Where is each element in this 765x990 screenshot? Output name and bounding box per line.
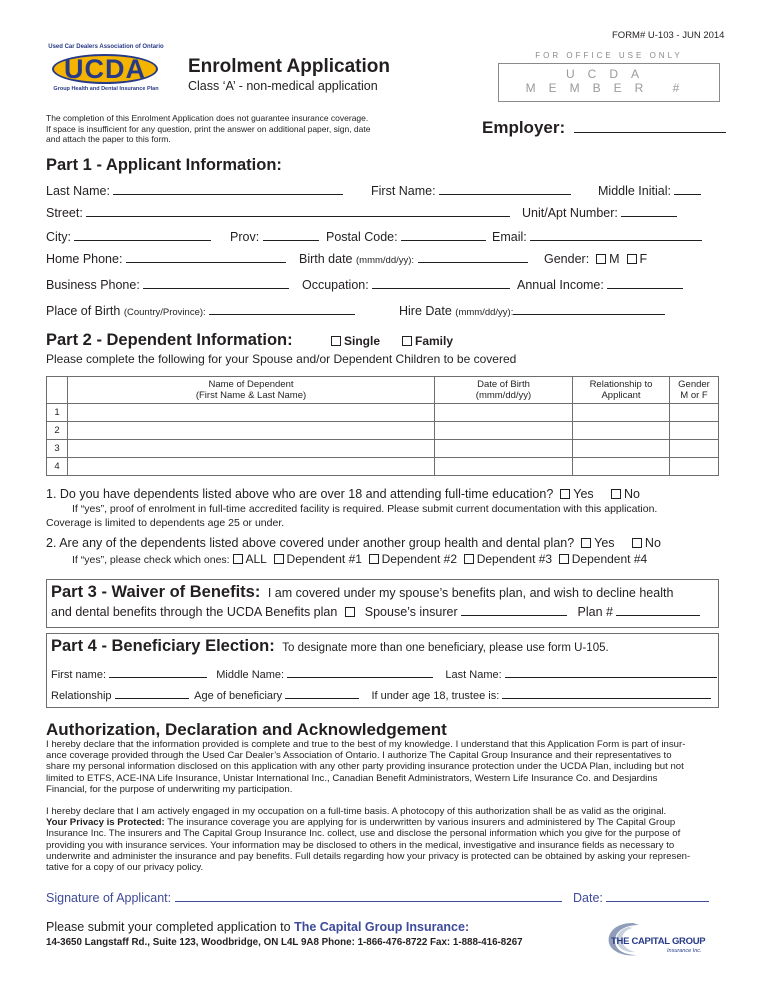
city-field[interactable] xyxy=(46,230,211,244)
relationship-line[interactable] xyxy=(115,688,189,699)
signature-label: Signature of Applicant: xyxy=(46,891,172,905)
auth-title: Authorization, Declaration and Acknowledgement xyxy=(46,720,447,739)
submit-instructions xyxy=(46,920,469,934)
single-option[interactable] xyxy=(331,334,380,348)
question-1-note: If “yes”, proof of enrolment in full-time accredited facility is required. Please submit current documentation with this application. xyxy=(72,503,658,515)
employer-label: Employer: xyxy=(482,118,566,137)
part3-title: Part 3 - Waiver of Benefits: xyxy=(51,583,261,601)
intro-line: and attach the paper to this form. xyxy=(46,134,171,144)
dep-3-label: Dependent #3 xyxy=(476,552,553,566)
table-header-cell xyxy=(47,377,68,404)
column-header: Name of Dependent xyxy=(208,379,294,390)
row-number: 4 xyxy=(47,458,68,476)
first-name-field[interactable] xyxy=(371,184,571,198)
dep-4-label: Dependent #4 xyxy=(571,552,648,566)
auth-paragraph-1 xyxy=(46,739,721,795)
question-2 xyxy=(46,536,661,550)
beneficiary-details xyxy=(51,688,711,702)
column-header: Applicant xyxy=(601,390,641,401)
home-phone-line[interactable] xyxy=(126,252,286,263)
capital-group-sub: Insurance Inc. xyxy=(667,948,702,954)
plan-number-line[interactable] xyxy=(616,605,700,616)
capital-group-logo xyxy=(603,919,721,959)
unit-line[interactable] xyxy=(621,206,677,217)
part3-text2: and dental benefits through the UCDA Benefits plan xyxy=(51,605,338,619)
logo-top-text: Used Car Dealers Association of Ontario xyxy=(48,44,164,50)
hire-date-label: Hire Date xyxy=(399,304,452,318)
city-label: City: xyxy=(46,230,71,244)
column-header: M or F xyxy=(680,390,708,401)
annual-income-line[interactable] xyxy=(607,278,683,289)
question-1-text: 1. Do you have dependents listed above who are over 18 and attending full-time education? xyxy=(46,487,554,501)
column-header: Date of Birth xyxy=(477,379,530,390)
plan-number-label: Plan # xyxy=(577,605,613,619)
place-of-birth-field[interactable] xyxy=(46,304,355,318)
dep-4-checkbox[interactable] xyxy=(559,554,569,564)
column-header: (mmm/dd/yy) xyxy=(475,390,532,401)
date-field[interactable] xyxy=(573,891,709,905)
trustee-line[interactable] xyxy=(502,688,711,699)
auth-paragraph-2 xyxy=(46,806,721,873)
dependent-relationship-cell[interactable] xyxy=(573,422,670,440)
unit-field[interactable] xyxy=(522,206,677,220)
beneficiary-last-name-label: Last Name: xyxy=(445,669,502,681)
annual-income-field[interactable] xyxy=(517,278,683,292)
auth-line: underwrite and administer the insurance and pay benefits. Full details regarding how your privacy is protected can be obtained by asking your represen- xyxy=(46,850,691,862)
age-label: Age of beneficiary xyxy=(194,690,283,702)
dependent-gender-cell[interactable] xyxy=(670,440,719,458)
gender-label: Gender: xyxy=(544,252,590,266)
spouse-insurer-line[interactable] xyxy=(461,605,567,616)
auth-line: Financial, for the purpose of underwriting my participation. xyxy=(46,783,293,795)
gender-f-label: F xyxy=(639,252,648,266)
dependent-relationship-cell[interactable] xyxy=(573,404,670,422)
hire-date-line[interactable] xyxy=(513,304,665,315)
page-title: Enrolment Application xyxy=(188,56,390,77)
table-header-cell xyxy=(670,377,719,404)
privacy-heading: Your Privacy is Protected: xyxy=(46,817,165,829)
dep-2-checkbox[interactable] xyxy=(369,554,379,564)
home-phone-field[interactable] xyxy=(46,252,286,266)
company-name: The Capital Group Insurance: xyxy=(294,920,470,934)
family-label: Family xyxy=(415,334,454,348)
table-header-row xyxy=(47,377,719,404)
birth-date-line[interactable] xyxy=(418,252,528,263)
beneficiary-names xyxy=(51,667,717,681)
first-name-line[interactable] xyxy=(439,184,571,195)
trustee-label: If under age 18, trustee is: xyxy=(371,690,500,702)
middle-initial-line[interactable] xyxy=(674,184,701,195)
place-of-birth-format: (Country/Province): xyxy=(123,307,206,318)
family-option[interactable] xyxy=(402,334,453,348)
postal-line[interactable] xyxy=(401,230,486,241)
dependents-table xyxy=(46,376,719,476)
office-use-box[interactable] xyxy=(498,63,720,102)
auth-line: providing you with insurance services. Your information may be disclosed to others in the medical, investigative and insurance fields as necessary to xyxy=(46,839,675,851)
part4-box xyxy=(46,633,719,708)
business-phone-line[interactable] xyxy=(143,278,289,289)
waiver-checkbox[interactable] xyxy=(345,607,355,617)
spouse-insurer-label: Spouse’s insurer xyxy=(364,605,458,619)
dep-1-checkbox[interactable] xyxy=(274,554,284,564)
dependent-dob-cell[interactable] xyxy=(435,440,573,458)
table-row xyxy=(47,404,719,422)
last-name-field[interactable] xyxy=(46,184,343,198)
part2-title: Part 2 - Dependent Information: xyxy=(46,331,293,349)
capital-group-name: THE CAPITAL GROUP xyxy=(611,936,706,947)
street-line[interactable] xyxy=(86,206,510,217)
dependent-name-cell[interactable] xyxy=(68,440,435,458)
q2-no-label: No xyxy=(644,536,661,550)
question-2-text: 2. Are any of the dependents listed above covered under another group health and dental plan? xyxy=(46,536,575,550)
logo-bottom-text: Group Health and Dental Insurance Plan xyxy=(53,86,159,92)
age-line[interactable] xyxy=(285,688,359,699)
hire-date-format: (mmm/dd/yy): xyxy=(455,307,514,318)
q2-no-checkbox[interactable] xyxy=(632,538,642,548)
email-field[interactable] xyxy=(492,230,702,244)
intro-line: The completion of this Enrolment Application does not guarantee insurance coverage. xyxy=(46,113,369,123)
single-checkbox[interactable] xyxy=(331,336,341,346)
auth-line: I hereby declare that I am actively engaged in my occupation on a full-time basis. A photocopy of this authorization shall be as valid as the original. xyxy=(46,806,667,817)
beneficiary-middle-name-label: Middle Name: xyxy=(216,669,285,681)
family-checkbox[interactable] xyxy=(402,336,412,346)
member-number-label: UCDA MEMBER # xyxy=(525,67,693,95)
dep-all-label: ALL xyxy=(245,552,267,566)
page-subtitle: Class ‘A’ - non-medical application xyxy=(188,79,378,93)
question-1 xyxy=(46,487,640,501)
prov-line[interactable] xyxy=(263,230,319,241)
question-1-coverage-note: Coverage is limited to dependents age 25 or under. xyxy=(46,517,285,529)
street-label: Street: xyxy=(46,206,83,220)
dependent-name-cell[interactable] xyxy=(68,404,435,422)
auth-line: limited to ETFS, ACE-INA Life Insurance, Unistar International Inc., Canadian Benefit Administrators, Western Life Insurance Co. and Desjardins xyxy=(46,772,658,784)
dep-all-checkbox[interactable] xyxy=(233,554,243,564)
dependent-dob-cell[interactable] xyxy=(435,458,573,476)
prov-label: Prov: xyxy=(230,230,260,244)
column-header: Relationship to xyxy=(589,379,653,390)
table-row xyxy=(47,458,719,476)
part4-note: To designate more than one beneficiary, please use form U-105. xyxy=(282,642,609,654)
dependent-relationship-cell[interactable] xyxy=(573,440,670,458)
employer-line[interactable] xyxy=(574,122,726,133)
email-label: Email: xyxy=(492,230,527,244)
table-header-cell xyxy=(68,377,435,404)
auth-line: Insurance Inc. The insurers and The Capital Group Insurance Inc. collect, use and disclose the personal information which you give for the purpose of xyxy=(46,828,681,840)
birth-date-label: Birth date xyxy=(299,252,353,266)
part3-text: I am covered under my spouse’s benefits plan, and wish to decline health xyxy=(267,586,674,600)
auth-line: I hereby declare that the information provided is complete and true to the best of my knowledge. I understand that this Application Form is part of insur- xyxy=(46,739,686,750)
submit-text: Please submit your completed application to xyxy=(46,920,291,934)
auth-line: The insurance coverage you are applying for is underwritten by various insurers and administered by The Capital Group xyxy=(167,817,676,829)
q2-yes-checkbox[interactable] xyxy=(581,538,591,548)
intro-line: If space is insufficient for any question, print the answer on additional paper, sign, date xyxy=(46,123,371,134)
question-2-note: If “yes”, please check which ones: xyxy=(72,554,230,566)
last-name-line[interactable] xyxy=(113,184,343,195)
home-phone-label: Home Phone: xyxy=(46,252,123,266)
company-address: 14-3650 Langstaff Rd., Suite 123, Woodbridge, ON L4L 9A8 Phone: 1-866-476-8722 Fax: 1-888-416-8267 xyxy=(46,937,523,948)
q2-yes-label: Yes xyxy=(594,536,615,550)
gender-m-label: M xyxy=(609,252,620,266)
birth-date-format: (mmm/dd/yy): xyxy=(356,255,415,266)
dependent-gender-cell[interactable] xyxy=(670,422,719,440)
signature-line[interactable] xyxy=(175,891,562,902)
dependent-gender-cell[interactable] xyxy=(670,404,719,422)
date-line[interactable] xyxy=(606,891,709,902)
row-number: 3 xyxy=(47,440,68,458)
dependent-relationship-cell[interactable] xyxy=(573,458,670,476)
business-phone-label: Business Phone: xyxy=(46,278,140,292)
auth-line: tative for a copy of our privacy policy. xyxy=(46,862,204,874)
row-number: 2 xyxy=(47,422,68,440)
place-of-birth-line[interactable] xyxy=(209,304,355,315)
office-use-label: FOR OFFICE USE ONLY xyxy=(535,51,683,60)
row-number: 1 xyxy=(47,404,68,422)
date-label: Date: xyxy=(573,891,603,905)
form-number: FORM# U-103 - JUN 2014 xyxy=(612,30,725,41)
email-line[interactable] xyxy=(530,230,702,241)
part3-header xyxy=(51,583,673,602)
ucda-logo xyxy=(44,44,168,94)
part1-title: Part 1 - Applicant Information: xyxy=(46,156,282,174)
last-name-label: Last Name: xyxy=(46,184,110,198)
dependent-gender-cell[interactable] xyxy=(670,458,719,476)
intro-note xyxy=(46,113,370,145)
q1-yes-checkbox[interactable] xyxy=(560,489,570,499)
first-name-label: First Name: xyxy=(371,184,436,198)
logo-name: UCDA xyxy=(64,53,146,84)
dependent-dob-cell[interactable] xyxy=(435,422,573,440)
table-row xyxy=(47,440,719,458)
single-label: Single xyxy=(344,334,381,348)
middle-initial-field[interactable] xyxy=(598,184,701,198)
beneficiary-last-name-line[interactable] xyxy=(505,667,717,678)
table-header-cell xyxy=(573,377,670,404)
auth-line: share my personal information disclosed on this application with any other party providing insurance protection under the UCDA Plan, including but not xyxy=(46,761,684,773)
dependent-name-cell[interactable] xyxy=(68,458,435,476)
column-header: (First Name & Last Name) xyxy=(195,390,307,401)
gender-field xyxy=(544,252,647,266)
signature-field[interactable] xyxy=(46,891,562,905)
question-2-options xyxy=(72,552,647,566)
part2-instructions: Please complete the following for your Spouse and/or Dependent Children to be covered xyxy=(46,352,517,366)
occupation-line[interactable] xyxy=(372,278,510,289)
dep-3-checkbox[interactable] xyxy=(464,554,474,564)
hire-date-field[interactable] xyxy=(399,304,665,318)
birth-date-field[interactable] xyxy=(299,252,528,266)
postal-label: Postal Code: xyxy=(326,230,398,244)
occupation-label: Occupation: xyxy=(302,278,369,292)
dep-1-label: Dependent #1 xyxy=(286,552,362,566)
street-field[interactable] xyxy=(46,206,510,220)
beneficiary-first-name-line[interactable] xyxy=(109,667,207,678)
unit-label: Unit/Apt Number: xyxy=(522,206,618,220)
dep-2-label: Dependent #2 xyxy=(381,552,458,566)
annual-income-label: Annual Income: xyxy=(517,278,604,292)
gender-f-checkbox[interactable] xyxy=(627,254,637,264)
beneficiary-middle-name-line[interactable] xyxy=(287,667,433,678)
table-header-cell xyxy=(435,377,573,404)
part3-box xyxy=(46,579,719,628)
postal-field[interactable] xyxy=(326,230,486,244)
beneficiary-first-name-label: First name: xyxy=(51,669,107,681)
relationship-label: Relationship xyxy=(51,690,112,702)
part4-header xyxy=(51,637,609,656)
city-line[interactable] xyxy=(74,230,211,241)
column-header: Gender xyxy=(678,379,710,390)
middle-initial-label: Middle Initial: xyxy=(598,184,671,198)
auth-line: ance coverage provided through the Used Car Dealer’s Association of Ontario. I authorize The Capital Group Insurance and their representatives to xyxy=(46,750,672,762)
dependent-name-cell[interactable] xyxy=(68,422,435,440)
gender-m-checkbox[interactable] xyxy=(596,254,606,264)
employer-field[interactable] xyxy=(482,118,726,138)
business-phone-field[interactable] xyxy=(46,278,289,292)
q1-no-checkbox[interactable] xyxy=(611,489,621,499)
occupation-field[interactable] xyxy=(302,278,510,292)
table-row xyxy=(47,422,719,440)
q1-no-label: No xyxy=(624,487,641,501)
q1-yes-label: Yes xyxy=(573,487,594,501)
part3-line2 xyxy=(51,605,700,619)
part4-title: Part 4 - Beneficiary Election: xyxy=(51,637,275,655)
prov-field[interactable] xyxy=(230,230,319,244)
place-of-birth-label: Place of Birth xyxy=(46,304,121,318)
dependent-dob-cell[interactable] xyxy=(435,404,573,422)
